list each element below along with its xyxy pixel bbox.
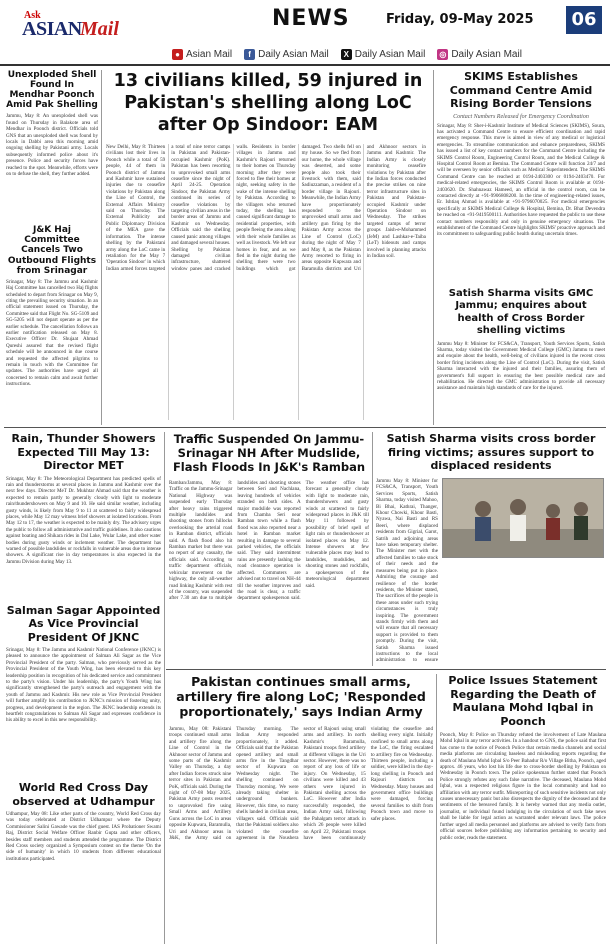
article-skims (437, 70, 605, 422)
headline[interactable]: Satish Sharma visits GMC Jammu; enquires about health of Cross Border shelling victims (448, 287, 594, 336)
social-link-x[interactable]: X Daily Asian Mail (341, 49, 426, 60)
headline[interactable]: Salman Sagar Appointed As Vice Provincial President Of JKNC (6, 603, 161, 644)
article-pakistan (169, 674, 433, 944)
social-link-facebook[interactable]: f Daily Asian Mail (244, 49, 329, 60)
article-body: Udhampur, May 08: Like other parts of the country, World Red Cross day was today celebrated at District Udhampur where the Deputy Commissioner Salini Gawade was the chief guest. IAS Probationer Swami Raj, District Social Welfare Officer Ranbir Gupta and other officers, besides staff members and students attended the programme. The District Red Cross society organized a Symposium contest on the theme 'On the side of humanity' in which 10 students from different educational institutions participated. (6, 811, 161, 862)
article-body: Srinagar, May 8: Sher-i-Kashmir Institute of Medical Sciences (SKIMS), Soura, has activated a Command Centre to ensure efficient coordination and rapid emergency response. This move is aimed in view of any medical or logistical emergencies. To streamline communication and enhance preparedness, SKIMS has issued a list of key contact numbers for the Command Centre including the SKIMS Control Room, Engineering Control Room, and the Medical College & Hospital Control Room at Bemina. The Command Centre will function 24/7 and will be overseen by senior officials such as Medical Superintendent. The SKIMS Command Centre can be reached at 0194-2403300 or 0194-2403470. For medical-related emergencies, the SKIMS Control Room is available at 0194-2403620. Dr. Shahnawaz Hameed, an official in the control room, can be contacted directly at +91-9906808200. In the time of engineering-related issues, Er. Ishtiaq Ahmad is available at +91-9796070025. For medical emergencies specifically at SKIMS Medical College & Hospital, Bemina, Dr. Bhat Devendra be reached on +91-9419500111. Authorities have requested the public to use these contact numbers responsibly and only in genuine emergency situations. The establishment of the Command Centre highlights SKIMS' proactive approach and its commitment to safeguarding public health during uncertain times. (437, 122, 605, 238)
column-divider (101, 70, 102, 425)
headline[interactable]: Traffic Suspended On Jammu-Srinagar NH After Mudslide, Flash Floods In J&K's Ramban (172, 432, 366, 474)
article-body: Poonch, May 8: Police on Thursday refuted the involvement of Late Maulana Mohd Iqbal in any terror activities. In a handout to GNS, the police said that first has come to the notice of Poonch Police that certain media channels and social media platforms are circulating baseless and misleading reports regarding the death of Maulana Mohd Iqbal S/o Peer Bahadur R/o Village Bitha, Poonch, aged approx. 46 years, who lost his life due to cross-border shelling by Pakistan on Wednesday in Poonch town. The police spokesman further stated that Poonch Police strongly refutes any such false narrative. The deceased, Maulana Mohd Iqbal, was a respected religious figure in the local community and had no affiliation with any terror outfit. Misreporting of such sensitive incidents not only causes unnecessary panic but also disrespects the dignity of the deceased and the sentiments of the bereaved family. It is hereby warned that any media outlet, journalist, or individual found indulging in the circulation of such fake news shall be liable for legal action as warranted under relevant laws. The police further urged all media personnel and platforms are advised to verify facts from official sources before publishing any information pertaining to security and public order, reads the statement. (440, 732, 606, 841)
article-body: Srinagar, May 8: The Jammu and Kashmir Haj Committee has cancelled two Haj flights scheduled to depart from Srinagar on May 9, citing the prevailing security situation. In an official statement issued on Thursday, the Committee said that Flight No. SG-5109 and SG-5205 will not depart operate as per the earlier schedule. The cancellation follows an earlier notification released on May 8. Executive Officer Dr. Shujaat Ahmad Qureshi assured that the revised flight schedule will be announced in due course and requested the affected pilgrims to remain in touch with the Committee for updates. The authorities have urged all concerned to remain calm and await further instructions. (6, 278, 98, 388)
page-number: 06 (566, 6, 602, 34)
section-divider (4, 427, 606, 428)
headline[interactable]: Satish Sharma visits cross border firing victims; assures support to displaced residents (386, 432, 596, 472)
article-rain (6, 432, 161, 946)
article-body-col1: Jammu May 8: Minister for FCS&CA, Transport, Youth Services Sports, Satish Sharma, today visited Mahoo, Bi Bhai, Kathrai, Thanger, Khour Chowki, Khour Basti, Nyawa, Nai Basti and RS Beeri, where displaced residents from Gigrial, Garot, Satrih and adjoining areas have taken temporary shelter. The Minister met with the affected families to take stock of their needs and the measures being put in place. Admiring the courage and resilience of the border residents, the Minister stated, The sacrifices of the people in these areas under such trying circumstances is truly inspiring. The government stands firmly with them and will ensure that all necessary support is provided to them promptly. During the visit, Satish Sharma issued instructions to the local administration to ensure (376, 478, 438, 664)
photo-placeholder-icon (443, 479, 603, 557)
section-divider (166, 669, 606, 670)
article-lead (106, 70, 430, 422)
headline[interactable]: Pakistan continues small arms, artillery fire along LoC; 'Responded proportionately,' says Indian Army (176, 674, 426, 719)
article-body: Jammu, May 08: Pakistani troops continued small arms and artillery fire along the Line of Control in the Akhnoor sector of Jammu and some parts of the Kashmir Valley on Thursday, a day after Indian forces struck nine terror sites in Pakistan and PoK, officials said. During the night of 07-08 May 2025, Pakistan Army posts resorted to unprovoked fire using Small Arms and Artillery Guns across the LoC in areas opposite Kupwara, Baramulla, Uri and Akhnoor areas in J&K, the Army said on Thursday morning. The Indian Army responded proportionately, it added. Officials said that the Pakistan opened artillery and small arms fire in the Tangdhar sector of Kupwara on Wednesday night. The shelling continued on Thursday morning. We were already taking shelter in underground bunkers. However, this time, so many shells landed in civilian areas, villagers said. Officials said that the Pakistani soldiers also violated the ceasefire agreement in the Noushera sector of Rajouri using small arms and artillery. In north Kashmir's Baramulla, Pakistani troops fired artillery at different villages in the Uri sector. However, there was no report of any loss of life or injury. On Wednesday, 15 civilians were killed and 43 others were injured in Pakistani shelling across the LoC. However after India successfully responded, the Indian Army said, following the Pahalgam terror attack in which 26 people were killed on April 22, Pakistani troops have been continuously violating the ceasefire and shelling every night. Initially confined to small arms along the LoC, the firing escalated to artillery fire on Wednesday. Thirteen people, including a soldier, were killed in the day-long shelling in Poonch and Rajouri districts on Wednesday. Many houses and government office buildings were damaged, forcing several families to shift from Poonch town and move to safer places. (169, 726, 433, 841)
column-divider (164, 432, 165, 944)
article-sharma-firing (376, 432, 606, 666)
sharma-visit-photo[interactable] (442, 478, 604, 558)
instagram-icon: ◎ (437, 49, 448, 60)
x-icon: X (341, 49, 352, 60)
article-body: Jammu May 8: Minister for FCS&CA, Transport, Youth Services Sports, Satish Sharma, today visited the Government Medical College (GMC) Jammu to meet and enquire about the health, well-being of civilians injured in the recent cross border firing incidents along the Line of Control (LoC). During the visit, Satish Sharma interacted with the injured and their families, assuring them of government's full support in ensuring the best possible medical care and rehabilitation. He directed the GMC administration to provide all necessary assistance and maintain high standards of care for the injured. (437, 340, 605, 392)
social-link-website[interactable]: ● Asian Mail (172, 49, 232, 60)
logo-asian: ASIAN (22, 18, 82, 40)
article-traffic (169, 432, 369, 666)
headline[interactable]: Unexploded Shell Found In Mendhar Poonch Amid Pak Shelling (6, 70, 98, 111)
column-divider (436, 674, 437, 944)
masthead (0, 0, 610, 66)
article-body: New Delhi, May 8: Thirteen civilians lost their lives in Poonch while a total of 59 people, 44 of them in Poonch district of Jammu and Kashmir have sustained injuries due to ceasefire violations by Pakistan along the Line of Control, the External Affairs Ministry said on Thursday. The External Publicity and Public Diplomacy Division of the MEA gave the information. The intense shelling by the Pakistani army along the LoC came in retaliation for the May 7 'Operation Sindoor' in which Indian armed forces targeted a total of nine terror camps in Pakistan and Pakistan-occupied Kashmir (PoK). Pakistan has been resorting to unprovoked small arms ceasefire since the night of April 24-25. Operation Sindoor, the Pakistan Army continued its series of ceasefire violations by targeting civilian areas in the border areas of Jammu and Kashmir on Wednesday. Officials said the shelling caused panic among villages and damaged several houses. Shelling by Pakistan damaged civilian infrastructure, shattered window panes and cracked walls. Residents in border villages in Jammu and Kashmir's Rajouri returned to their homes on Thursday morning after they were forced to flee their homes at night, seeking safety in the wake of the intense shelling by Pakistan. According to the villagers who returned today, the shelling has caused significant damage to residential properties, with people fleeing the area along with their whole families as well as livestock. We left our homes in fear, and as we fled in the night during the shelling there were two buildings which got damaged. Two shells fell on my house. So we fled from our home, the whole village was deserted, and some people also took their livestock with them, said Sadiuzzaman, a resident of a border village in Rajouri. Meanwhile, the Indian Army have proportionately responded to the unprovoked small arms and artillery gun firing by the Pakistan Army across the Line of Control (LoC) during the night of May 7 and May 8, as the Pakistan Army resorted to firing in areas opposite Kupwara and Baramulla districts and Uri and Akhnoor sectors in Jammu and Kashmir. The Indian Army is closely monitoring ceasefire violations by Pakistan after the Indian forces conducted the precise strikes on nine terror infrastructure sites in Pakistan and Pakistan-occupied Kashmir under Operation Sindoor on Wednesday. The strikes targeted camps of terror groups Jaish-e-Mohammed (JeM) and Lashkar-e-Taiba (LeT) hideouts and camps involved in planning attacks in Indian soil. (106, 144, 426, 272)
social-link-instagram[interactable]: ◎ Daily Asian Mail (439, 48, 522, 60)
logo-tagline: Ask (24, 10, 41, 21)
article-body-col2 (442, 562, 522, 664)
section-title: NEWS (272, 6, 350, 31)
article-shell (6, 70, 98, 422)
logo-mail: Mail (80, 18, 119, 40)
globe-icon: ● (172, 49, 183, 60)
column-divider (372, 432, 373, 666)
social-links (172, 46, 522, 62)
article-body: Jammu, May 8: An unexploded shell was found on Thursday in Balakote area of Mendhar in Poonch district. Officials told GNS that an unexploded shell was found by locals in Dabbi area this morning amid ongoing shelling by Pakistani army. Locals subsequently informed police about it's presence. Police and security forces have reached to the spot. Meanwhile, efforts were on to defuse the shell, they further added. (6, 113, 98, 177)
headline[interactable]: J&K Haj Committee Cancels Two Outbound Flights from Srinagar (7, 225, 97, 276)
headline[interactable]: SKIMS Establishes Command Centre Amid Rising Border Tensions (449, 70, 593, 110)
headline[interactable]: Police Issues Statement Regarding the Death of Maulana Mohd Iqbal in Poonch (448, 674, 598, 728)
headline[interactable]: World Red Cross Day observed at Udhampur (12, 781, 155, 808)
facebook-icon: f (244, 49, 255, 60)
lead-headline[interactable]: 13 civilians killed, 59 injured in Pakistan's shelling along LoC after Op Sindoor: EAM (113, 71, 423, 135)
column-divider (433, 70, 434, 425)
article-body: Srinagar, May 8: The Meteorological Department has predicted spells of rain and thunderstorms at several places in Jammu and Kashmir over the next few days. Director MeT Dr. Mukhtar Ahmad said that the weather is expected to remain partly to generally cloudy with light to moderate rain/thundershowers on May 9 and 10. He said similar weather, including gusty winds, is likely from May 9 to 11 at scattered to fairly widespread places, while May 12 may witness brief showers at isolated locations. From May 12 to 17, the weather is expected to be mainly dry. The advisory urges the public to follow all administrative and traffic guidelines. It also cautions against boating and Shikara rides in Dal Lake, Wular Lake, and other water bodies during gusty winds or inclement weather. The department has warned of possible landslides or rockfalls in vulnerable areas due to intense showers. A significant rise in day temperatures is also expected in the Jammu Division during May 13. (6, 475, 161, 565)
headline[interactable]: Rain, Thunder Showers Expected Till May 13: Director MET (11, 432, 156, 472)
article-body-col3 (526, 562, 604, 664)
article-police (440, 674, 606, 944)
article-body: Ramban/Jammu, May 8: Traffic on the Jammu-Srinagar National Highway was suspended early Thursday after heavy rains triggered multiple landslides and shooting stones from hillocks overlooking the arterial road in Ramban district, officials said. A flash flood also hit Ramban market but there was no report of any casualty, the officials said. According to traffic department officials, vehicular movement on the highway, the only all-weather road linking Kashmir with rest of the country, was suspended after 7.30 am due to multiple landslides and shooting stones between Seri and Nachlana, leaving hundreds of vehicles stranded on both sides. A major mudslide was reported from Chamba Seri near Ramban town while a flash flood was also reported near a hotel in Ramban market resulting in damage to several parked vehicles, the officials said. They said intermittent rains are presently lashing the road clearance operation is affected. Commuters are advised not to travel on NH-44 till the weather improves and the road is clear, a traffic department spokesperson said. The weather office has forecast a generally cloudy with light to moderate rain, thundershowers and gusty winds at scattered to fairly widespread places in J&K till May 11 followed by possibility of brief spell of light rain or thundershower at isolated places on May 12. Intense showers at few vulnerable places may lead to landslides, mudslides, and shooting stones and rockfalls, a spokesperson of the meteorological department said. (169, 480, 369, 602)
article-body: Srinagar, May 8: The Jammu and Kashmir National Conference (JKNC) is pleased to announce the appointment of Salman Ali Sagar as the Vice Provincial President of the party. Salman, who previously served as the Provincial President of the Youth Wing, has been elevated to this key leadership position in recognition of his dedicated service and commitment to the party's vision. Under his leadership, the party's Youth Wing has significantly strengthened the party's outreach and engagement with the youth of Jammu and Kashmir. His new role as Vice Provincial President will further amplify his contribution to JKNC's mission of fostering unity, progress, and development in the region. The JKNC leadership extends its heartfelt congratulations to Salman Ali Sagar and expresses confidence in his ability to excel in this new responsibility. (6, 647, 161, 724)
article-byline: Contact Numbers Released for Emergency Coordination (453, 113, 589, 120)
issue-date: Friday, 09-May 2025 (386, 12, 534, 27)
newspaper-logo[interactable] (6, 6, 156, 46)
